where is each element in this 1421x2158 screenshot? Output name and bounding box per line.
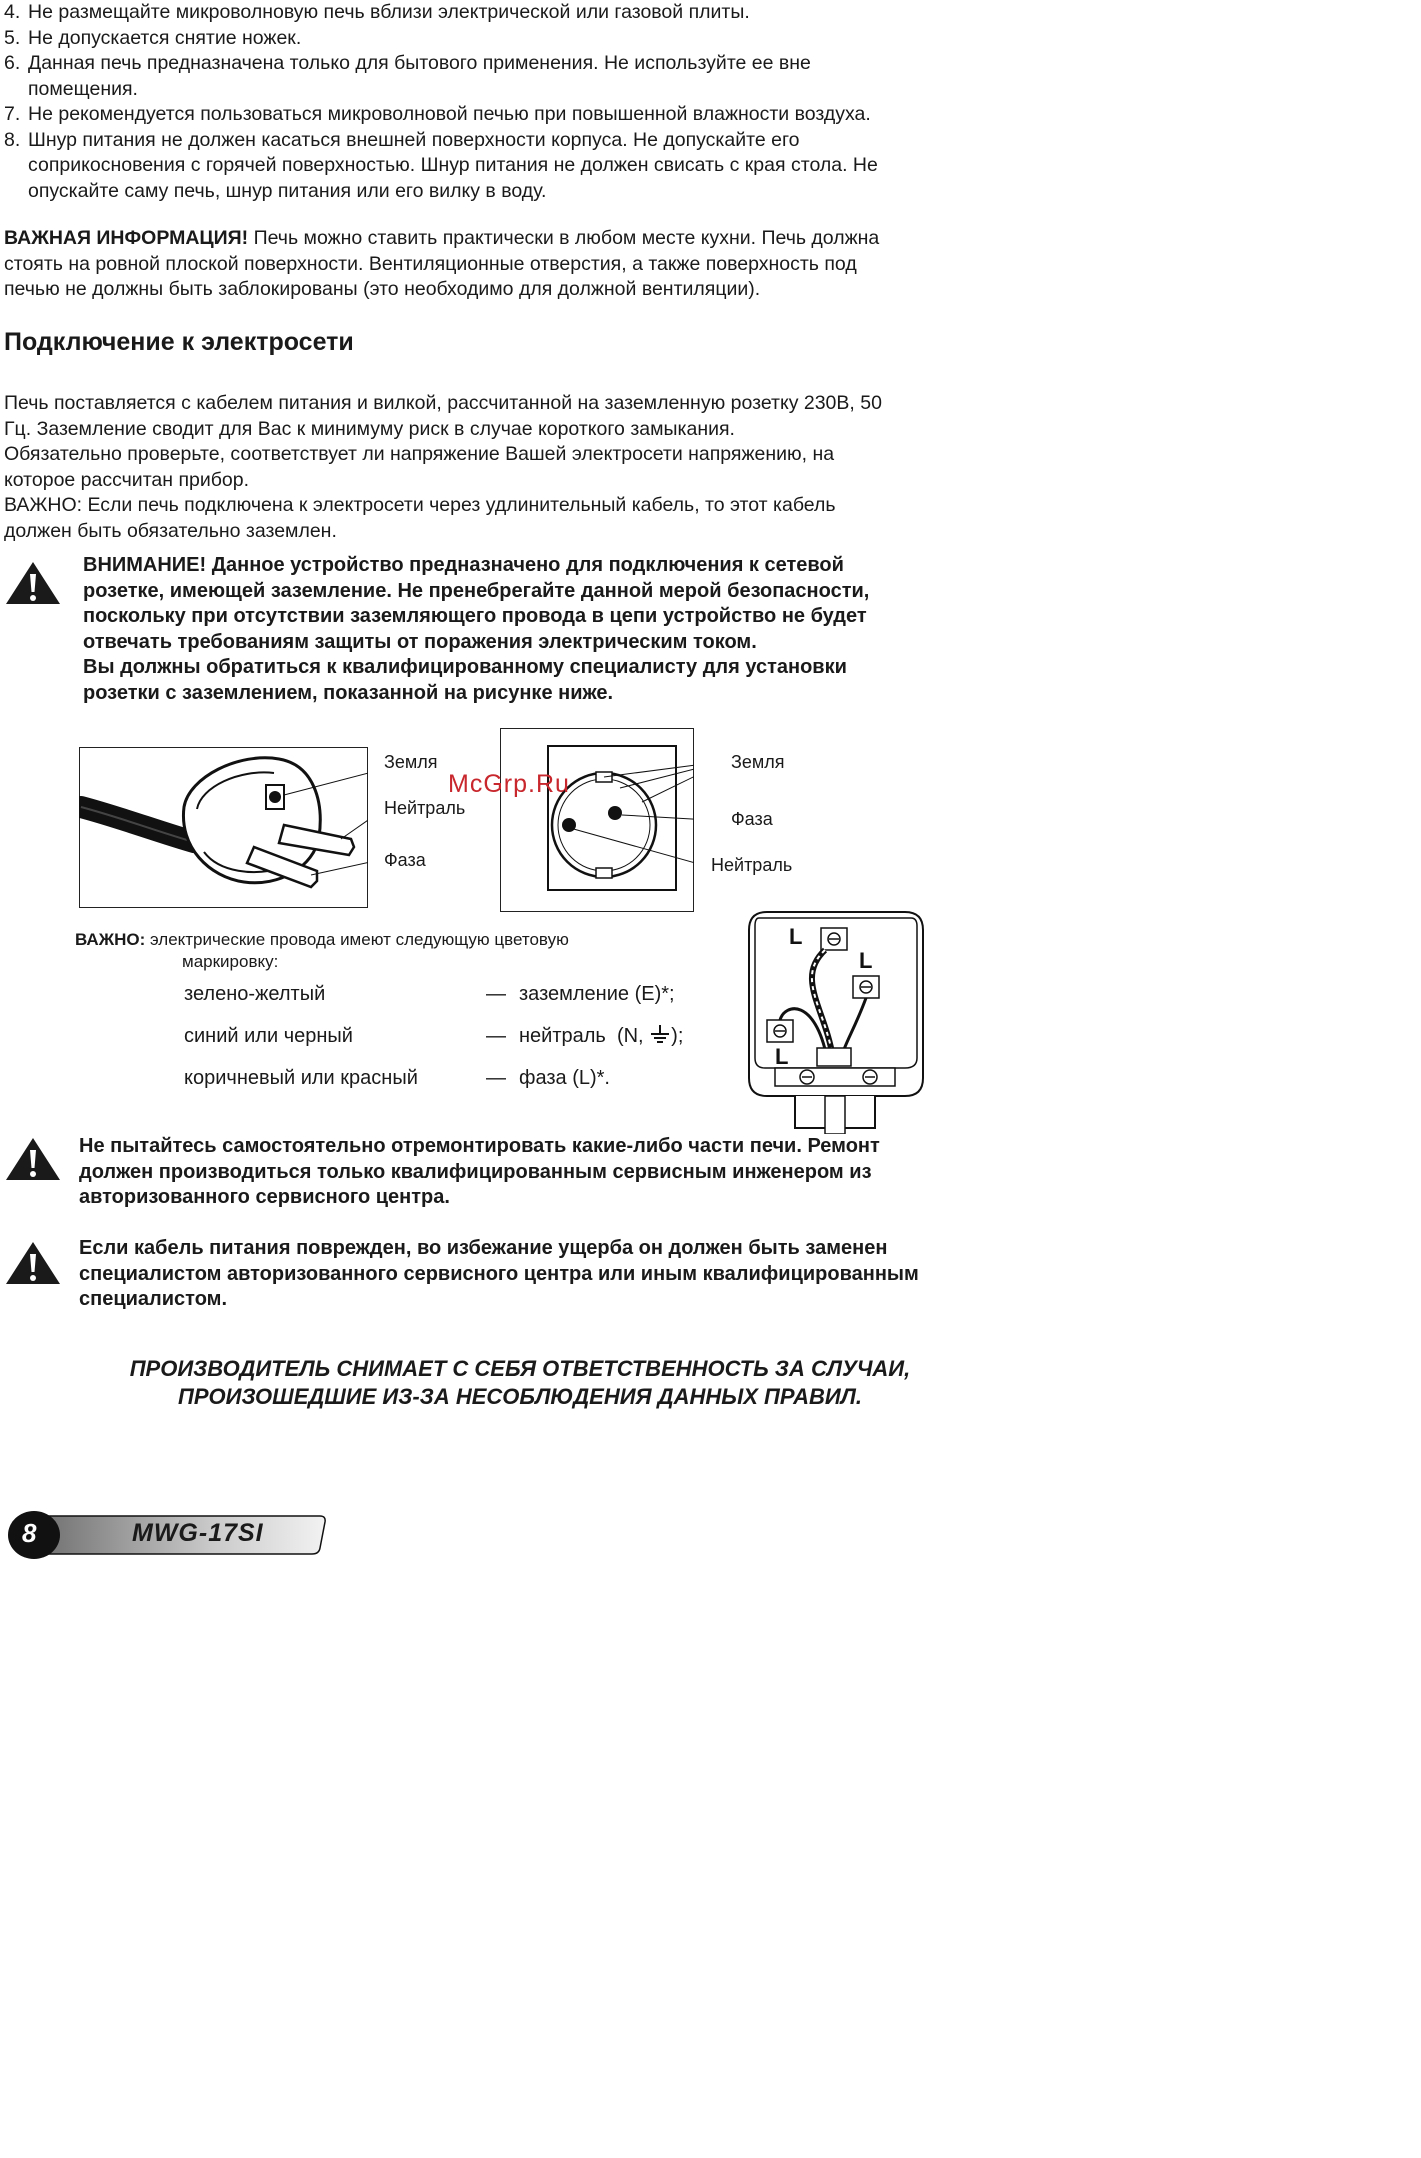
wire-color: зелено-желтый xyxy=(184,983,326,1005)
wire-meaning: заземление (E)*; xyxy=(519,983,675,1005)
plug-illustration xyxy=(79,747,368,908)
socket-illustration xyxy=(500,728,694,912)
plug-earth-label: Земля xyxy=(384,752,438,772)
wires-heading-cont: маркировку: xyxy=(182,952,279,971)
wire-dash: — xyxy=(486,1025,506,1047)
wire-color: коричневый или красный xyxy=(184,1067,418,1089)
list-item: 7. Не рекомендуется пользоваться микроволновой печью при повышенной влажности воздуха. xyxy=(4,103,871,125)
plug-phase-label: Фаза xyxy=(384,850,426,870)
terminal-letter: L xyxy=(859,948,873,973)
terminal-wiring-diagram xyxy=(745,908,925,1134)
wires-heading: ВАЖНО: электрические провода имеют следующую цветовую xyxy=(75,930,569,949)
terminal-letter: L xyxy=(789,924,803,949)
warning-grounding: ВНИМАНИЕ! Данное устройство предназначено для подключения к сетевой розетке, имеющей заземление. Не пренебрегайте данной мерой безопасности, поскольку при отсутствии заземляющего провода в цепи устройство не будет отвечать требованиям защиты от поражения электрическим током. Вы должны обратиться к квалифицированному специалисту для установки розетки с заземлением, показанной на рисунке ниже. xyxy=(83,554,870,704)
list-item: 8. Шнур питания не должен касаться внешней поверхности корпуса. Не допускайте его соприкосновения с горячей поверхностью. Шнур питания не должен свисать с края стола. Не опускайте саму печь, шнур питания или его вилку в воду. xyxy=(4,128,878,202)
important-paragraph: ВАЖНАЯ ИНФОРМАЦИЯ! Печь можно ставить практически в любом месте кухни. Печь должна стоять на ровной плоской поверхности. Вентиляционные отверстия, а также поверхность под печью не должны быть заблокированы (это необходимо для должной вентиляции). xyxy=(4,227,880,300)
section-title: Подключение к электросети xyxy=(4,328,354,356)
socket-phase-label: Фаза xyxy=(731,809,773,829)
wire-dash: — xyxy=(486,1067,506,1089)
socket-neutral-label: Нейтраль xyxy=(711,855,793,875)
warning-triangle-icon xyxy=(4,1136,62,1182)
warning-triangle-icon xyxy=(4,1240,62,1286)
plug-neutral-label: Нейтраль xyxy=(384,798,466,818)
ground-symbol-icon xyxy=(649,1025,671,1045)
list-item: 4. Не размещайте микроволновую печь вблизи электрической или газовой плиты. xyxy=(4,1,750,23)
warning-repair: Не пытайтесь самостоятельно отремонтировать какие-либо части печи. Ремонт должен производиться только квалифицированным сервисным инженером из авторизованного сервисного центра. xyxy=(79,1135,880,1208)
watermark: McGrp.Ru xyxy=(448,770,570,798)
socket-earth-label: Земля xyxy=(731,752,785,772)
wire-color: синий или черный xyxy=(184,1025,353,1047)
page-number: 8 xyxy=(22,1518,37,1548)
wire-meaning: нейтраль (N, ); xyxy=(519,1025,684,1047)
wire-dash: — xyxy=(486,983,506,1005)
safety-list xyxy=(4,0,1034,204)
connection-paragraph: Печь поставляется с кабелем питания и вилкой, рассчитанной на заземленную розетку 230В, 50 Гц. Заземление сводит для Вас к минимуму риск в случае короткого замыкания. Обязательно проверьте, соответствует ли напряжение Вашей электросети напряжению, на которое рассчитан прибор. ВАЖНО: Если печь подключена к электросети через удлинительный кабель, то этот кабель должен быть обязательно заземлен. xyxy=(4,392,882,542)
warning-triangle-icon xyxy=(4,560,62,606)
list-item: 5. Не допускается снятие ножек. xyxy=(4,26,302,49)
warning-cable: Если кабель питания поврежден, во избежание ущерба он должен быть заменен специалистом авторизованного сервисного центра или иным квалифицированным специалистом. xyxy=(79,1237,919,1310)
model-name: MWG-17SI xyxy=(132,1519,264,1547)
disclaimer: ПРОИЗВОДИТЕЛЬ СНИМАЕТ С СЕБЯ ОТВЕТСТВЕННОСТЬ ЗА СЛУЧАИ, ПРОИЗОШЕДШИЕ ИЗ-ЗА НЕСОБЛЮДЕНИЯ ДАННЫХ ПРАВИЛ. xyxy=(129,1356,911,1409)
wire-meaning: фаза (L)*. xyxy=(519,1067,610,1089)
list-item: 6. Данная печь предназначена только для бытового применения. Не используйте ее вне помещения. xyxy=(4,52,811,100)
terminal-letter: L xyxy=(775,1044,789,1069)
important-label: ВАЖНАЯ ИНФОРМАЦИЯ! xyxy=(4,227,249,249)
